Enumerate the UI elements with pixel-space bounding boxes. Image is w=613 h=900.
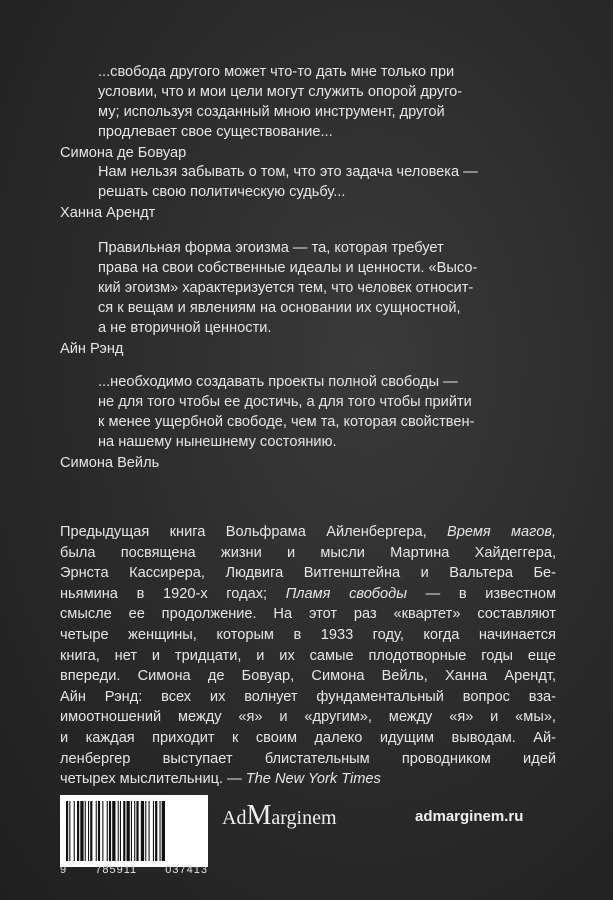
barcode-bar bbox=[102, 801, 103, 861]
barcode-bar bbox=[131, 801, 132, 861]
barcode bbox=[60, 795, 208, 867]
barcode-bar bbox=[112, 801, 115, 861]
desc-line: Айн Рэнд: всех их волнует фундаментальный вопрос вза- bbox=[60, 688, 556, 705]
desc-line: была посвящена жизни и мысли Мартина Хайдеггера, bbox=[60, 544, 556, 561]
barcode-bar bbox=[118, 801, 119, 861]
barcode-bar bbox=[120, 801, 121, 861]
quote-text: ...свобода другого может что-то дать мне только при условии, что и мои цели могут служить опорой друго- му; используя созданный мною инструмент, другой продлевает свое существование... bbox=[98, 64, 463, 140]
barcode-bar bbox=[66, 801, 68, 861]
barcode-bar bbox=[145, 801, 146, 861]
barcode-bar bbox=[80, 801, 83, 861]
desc-line: четыре женщины, которым в 1933 году, когда начинается bbox=[60, 626, 556, 643]
barcode-bar bbox=[85, 801, 86, 861]
barcode-bar bbox=[74, 801, 75, 861]
barcode-bar bbox=[90, 801, 92, 861]
desc-line: четырех мыслительниц. — The New York Times bbox=[60, 771, 381, 788]
barcode-digits: 9 785911 037413 bbox=[60, 864, 208, 876]
barcode-bar bbox=[88, 801, 89, 861]
barcode-bar bbox=[96, 801, 97, 861]
quote-author: Ханна Арендт bbox=[60, 205, 156, 221]
barcode-bar bbox=[107, 801, 108, 861]
desc-line: и каждая приходит к своим далеко идущим выводам. Ай- bbox=[60, 729, 556, 746]
barcode-bar bbox=[153, 801, 154, 861]
barcode-bar bbox=[136, 801, 138, 861]
publisher-logo: AdMarginem bbox=[222, 800, 337, 831]
quote-rand bbox=[60, 238, 560, 359]
quote-arendt bbox=[60, 162, 560, 223]
desc-line: книга, нет и тридцати, и их самые плодотворные годы еще bbox=[60, 647, 556, 664]
quote-author: Симона де Бовуар bbox=[60, 145, 187, 161]
quote-beauvoir bbox=[60, 62, 560, 163]
barcode-bar bbox=[155, 801, 157, 861]
quote-text: Правильная форма эгоизма — та, которая требует права на свои собственные идеалы и ценности. «Высо- кий эгоизм» характеризуется тем, что человек относит- ся к вещам и явлениям на основании их сущностной, а не вторичной ценности. bbox=[98, 240, 478, 336]
book-description bbox=[60, 522, 556, 790]
quote-author: Симона Вейль bbox=[60, 455, 160, 471]
desc-line: имоотношений между «я» и «другим», между «я» и «мы», bbox=[60, 709, 556, 726]
desc-line: ленбергер выступает блистательным проводником идей bbox=[60, 750, 556, 767]
desc-line: Эрнста Кассирера, Людвига Витгенштейна и Вальтера Бе- bbox=[60, 565, 556, 582]
barcode-bar bbox=[134, 801, 135, 861]
quote-weil bbox=[60, 372, 560, 473]
publisher-site: admarginem.ru bbox=[415, 808, 524, 825]
barcode-bar bbox=[69, 801, 70, 861]
barcode-bar bbox=[149, 801, 150, 861]
desc-line: Предыдущая книга Вольфрама Айленбергера, Время магов, bbox=[60, 524, 557, 540]
quote-text: ...необходимо создавать проекты полной свободы — не для того чтобы ее достичь, а для того чтобы прийти к менее ущербной свободе, чем та, которая свойствен- на нашему нынешнему состоянию. bbox=[98, 374, 475, 450]
barcode-bar bbox=[123, 801, 125, 861]
quote-author: Айн Рэнд bbox=[60, 341, 124, 357]
barcode-bar bbox=[160, 801, 161, 861]
barcode-bars bbox=[60, 795, 208, 867]
barcode-bar bbox=[162, 801, 165, 861]
barcode-bar bbox=[77, 801, 79, 861]
desc-line: впереди. Симона де Бовуар, Симона Вейль, Ханна Арендт, bbox=[60, 668, 556, 685]
desc-line: смысле ее продолжение. На этот раз «квартет» составляют bbox=[60, 606, 556, 623]
barcode-bar bbox=[109, 801, 111, 861]
desc-line: ньямина в 1920-х годах; Пламя свободы — в известном bbox=[60, 585, 556, 602]
barcode-bar bbox=[141, 801, 144, 861]
barcode-bar bbox=[127, 801, 130, 861]
barcode-bar bbox=[98, 801, 100, 861]
quote-text: Нам нельзя забывать о том, что это задача человека — решать свою политическую судьбу... bbox=[98, 164, 478, 200]
